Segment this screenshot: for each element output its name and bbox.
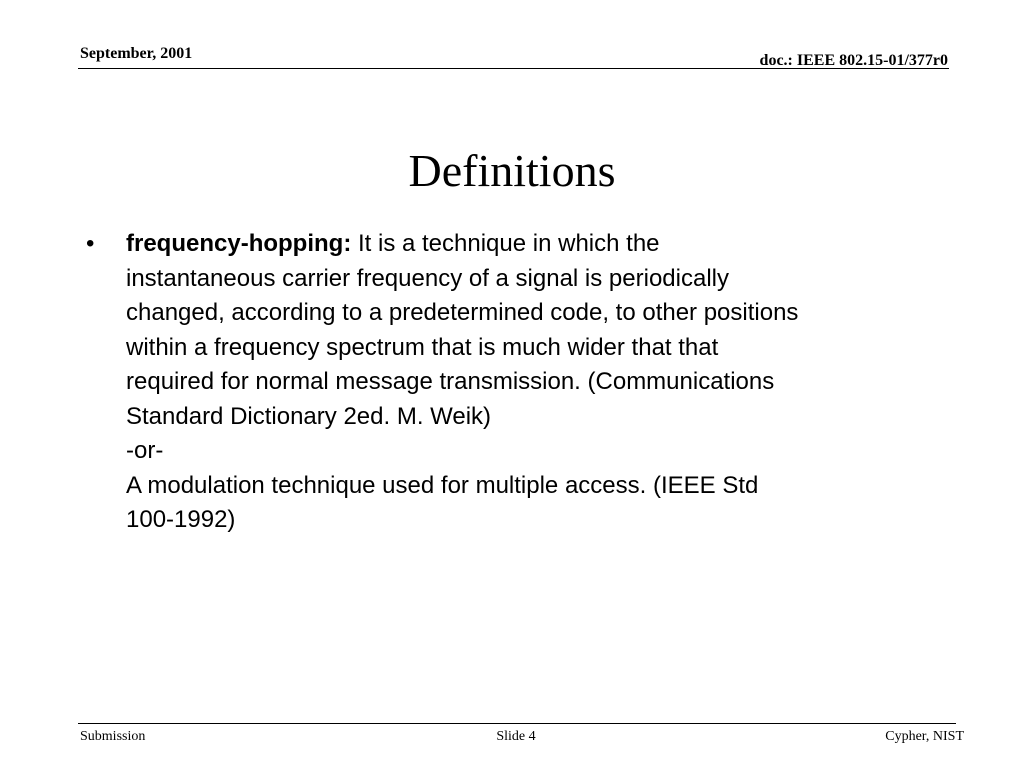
- definition-line-6: Standard Dictionary 2ed. M. Weik): [126, 402, 492, 430]
- footer-divider: [78, 723, 956, 724]
- definition-line-9: 100-1992): [126, 506, 236, 533]
- definition-line-8: A modulation technique used for multiple access. (IEEE Std: [126, 471, 759, 499]
- footer-author: Cypher, NIST: [885, 729, 964, 744]
- definition-list: [86, 227, 946, 538]
- header-divider: [78, 68, 949, 69]
- bullet-icon: •: [86, 230, 95, 257]
- definition-line-1: [126, 227, 946, 262]
- definition-separator: -or-: [126, 437, 164, 464]
- definition-line-4: within a frequency spectrum that is much wider that that: [126, 333, 719, 361]
- footer-slide-number: Slide 4: [496, 729, 536, 744]
- definition-term: frequency-hopping:: [126, 230, 352, 257]
- definition-line-3: changed, according to a predetermined code, to other positions: [126, 299, 799, 326]
- slide-title: Definitions: [408, 144, 616, 196]
- definition-line-5: required for normal message transmission. (Communications: [126, 368, 775, 395]
- footer-submission: Submission: [80, 729, 146, 744]
- header-date: September, 2001: [80, 45, 193, 62]
- definition-text: It is a technique in which the: [351, 230, 660, 257]
- header-doc-id: doc.: IEEE 802.15-01/377r0: [759, 52, 948, 69]
- definition-item: [86, 227, 946, 538]
- definition-line-2: instantaneous carrier frequency of a signal is periodically: [126, 264, 729, 292]
